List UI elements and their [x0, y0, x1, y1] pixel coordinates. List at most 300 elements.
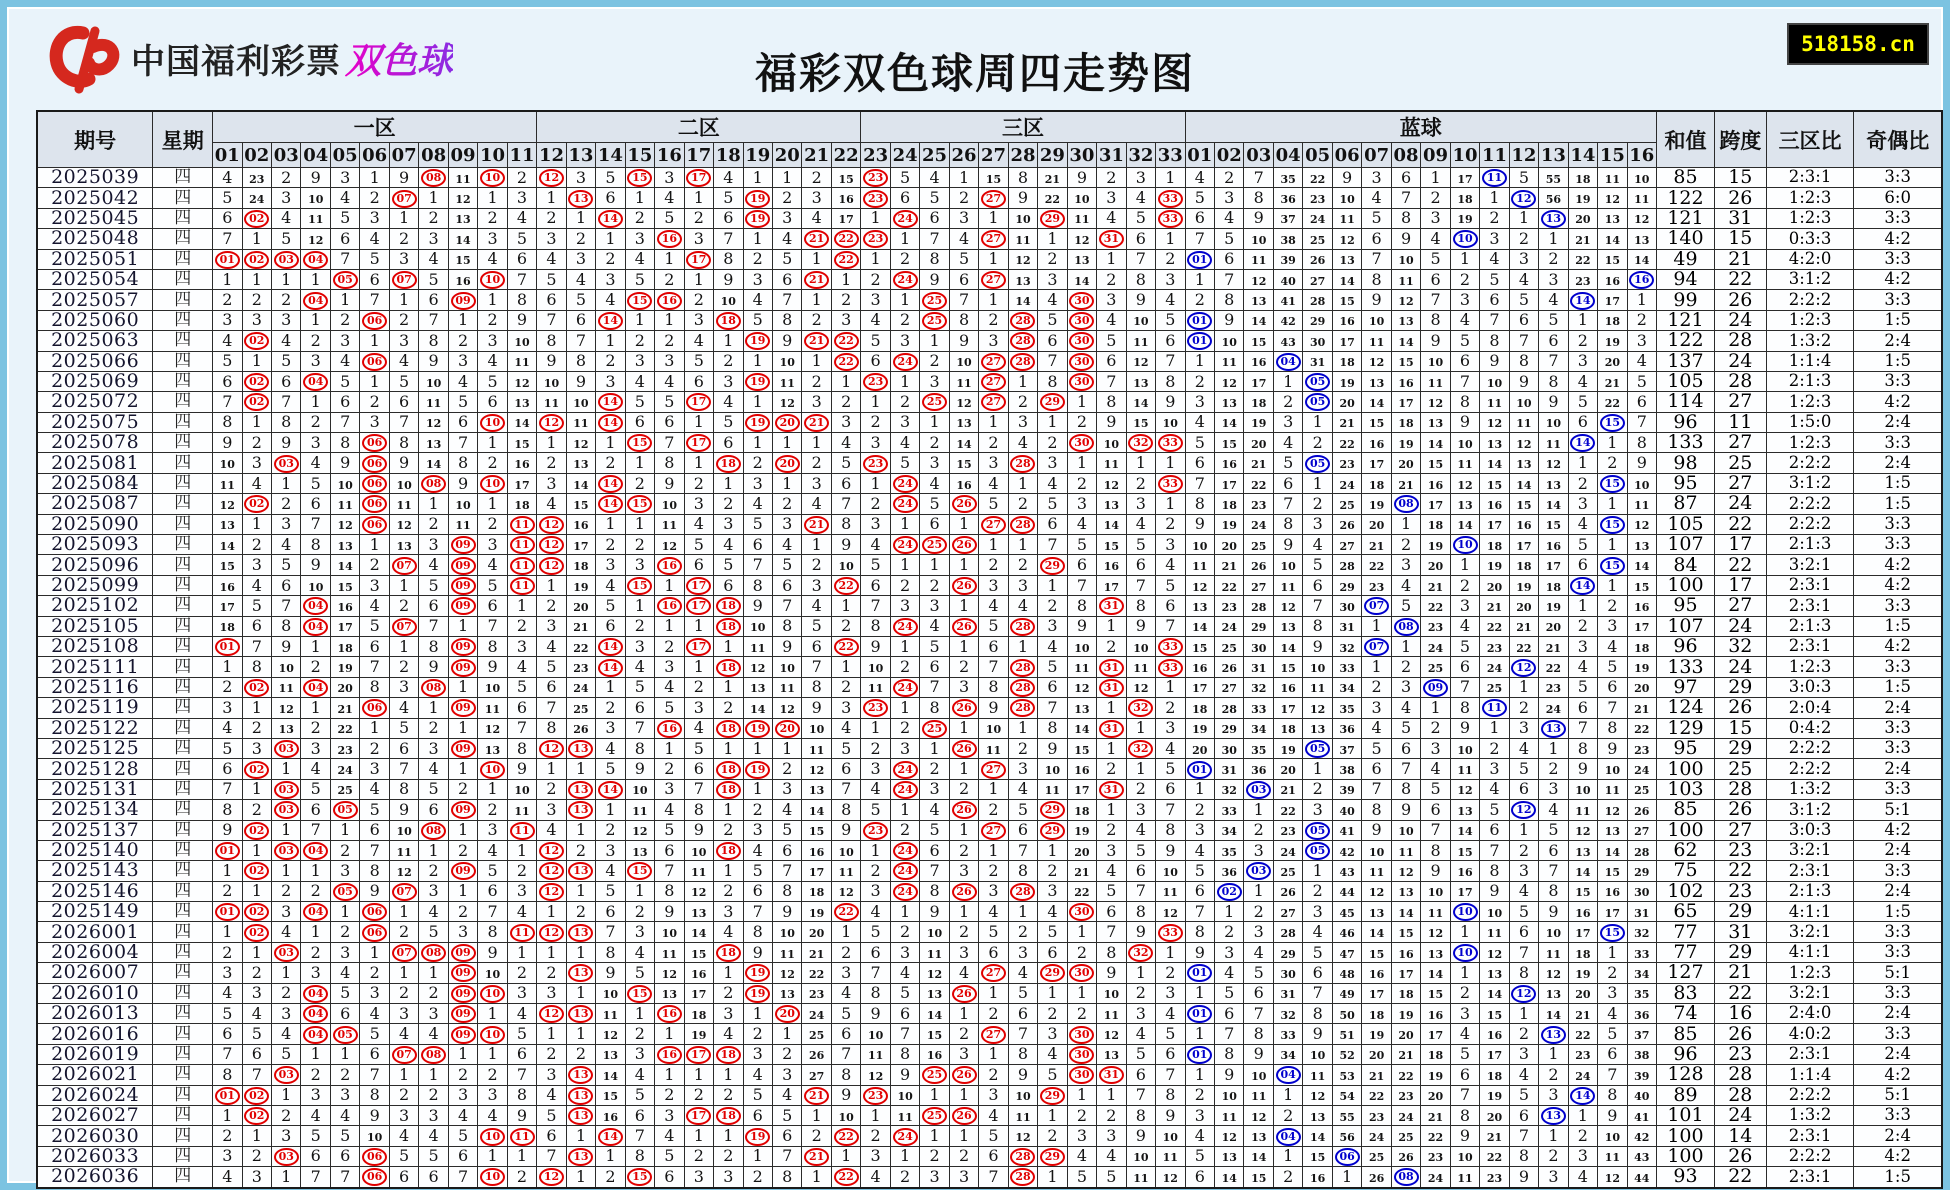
draw-row	[37, 412, 1942, 432]
red-miss-cell: 8	[890, 1044, 919, 1064]
blue-miss-cell: 1	[1273, 371, 1302, 391]
blue-miss-cell: 19	[1244, 412, 1273, 432]
red-miss-cell: 1	[242, 412, 271, 432]
week-cell: 四	[153, 249, 213, 269]
red-miss-cell: 6	[419, 596, 448, 616]
week-cell: 四	[153, 514, 213, 534]
week-cell: 四	[153, 861, 213, 881]
blue-miss-cell: 26	[1303, 249, 1332, 269]
red-miss-cell: 2	[655, 759, 684, 779]
red-miss-cell: 4	[1097, 861, 1126, 881]
blue-miss-cell: 19	[1421, 535, 1450, 555]
red-ball: 04	[303, 597, 328, 615]
blue-miss-cell: 1	[1303, 412, 1332, 432]
red-ball-cell	[625, 168, 654, 188]
red-ball: 16	[657, 557, 682, 575]
red-ball-cell	[242, 331, 271, 351]
red-miss-cell: 2	[949, 1024, 978, 1044]
red-miss-cell: 4	[1008, 433, 1037, 453]
red-miss-cell: 5	[301, 1126, 330, 1146]
red-miss-cell: 4	[743, 1065, 772, 1085]
blue-ball: 01	[1187, 251, 1212, 269]
red-miss-cell: 12	[772, 963, 801, 983]
sum-cell: 137	[1657, 351, 1715, 371]
red-miss-cell: 4	[655, 1126, 684, 1146]
draw-row	[37, 1065, 1942, 1085]
blue-miss-cell: 6	[1421, 800, 1450, 820]
red-ball: 14	[598, 210, 623, 228]
red-miss-cell: 4	[1126, 514, 1155, 534]
red-miss-cell: 3	[831, 310, 860, 330]
red-miss-cell: 1	[802, 535, 831, 555]
red-miss-cell: 2	[714, 351, 743, 371]
red-miss-cell: 12	[772, 698, 801, 718]
red-miss-cell: 10	[1097, 433, 1126, 453]
red-miss-cell: 1	[537, 575, 566, 595]
blue-miss-cell: 14	[1215, 1167, 1244, 1188]
red-miss-cell: 12	[1067, 677, 1096, 697]
blue-miss-cell: 1	[1627, 290, 1656, 310]
red-miss-cell: 7	[920, 861, 949, 881]
zone-ratio-cell: 2:2:2	[1766, 514, 1854, 534]
blue-miss-cell: 5	[1303, 555, 1332, 575]
red-ball: 19	[745, 1128, 770, 1146]
blue-ball: 16	[1629, 271, 1654, 289]
odd-even-cell: 2:4	[1854, 412, 1942, 432]
span-cell: 29	[1714, 902, 1766, 922]
blue-miss-cell: 40	[1627, 1085, 1656, 1105]
blue-miss-cell: 8	[1244, 1024, 1273, 1044]
blue-miss-cell: 6	[1480, 290, 1509, 310]
red-miss-cell: 5	[655, 820, 684, 840]
blue-miss-cell: 10	[1244, 1065, 1273, 1085]
red-ball-cell	[743, 983, 772, 1003]
red-miss-cell: 3	[802, 473, 831, 493]
red-miss-cell: 3	[330, 942, 359, 962]
red-miss-cell: 3	[507, 636, 536, 656]
blue-miss-cell: 23	[1480, 636, 1509, 656]
red-miss-cell: 7	[1156, 616, 1185, 636]
red-ball-cell	[1097, 718, 1126, 738]
red-miss-cell: 7	[1038, 535, 1067, 555]
red-miss-cell: 8	[743, 922, 772, 942]
red-miss-cell: 11	[1097, 453, 1126, 473]
week-cell: 四	[153, 1044, 213, 1064]
red-ball: 09	[451, 292, 476, 310]
red-miss-cell: 4	[389, 1024, 418, 1044]
red-ball: 26	[952, 883, 977, 901]
red-miss-cell: 5	[1097, 331, 1126, 351]
red-miss-cell: 3	[448, 922, 477, 942]
red-miss-cell: 24	[242, 188, 271, 208]
red-ball-cell	[389, 269, 418, 289]
blue-ball-cell	[1480, 168, 1509, 188]
red-ball-cell	[802, 229, 831, 249]
col-header-odd-even: 奇偶比	[1854, 111, 1942, 168]
red-miss-cell: 12	[772, 392, 801, 412]
red-miss-cell: 2	[920, 433, 949, 453]
red-miss-cell: 8	[831, 800, 860, 820]
red-miss-cell: 2	[330, 922, 359, 942]
red-miss-cell: 3	[360, 759, 389, 779]
red-miss-cell: 6	[596, 616, 625, 636]
blue-miss-cell: 12	[1627, 514, 1656, 534]
red-ball: 26	[952, 1066, 977, 1084]
red-miss-cell: 2	[625, 473, 654, 493]
red-miss-cell: 3	[301, 433, 330, 453]
blue-miss-cell: 23	[1627, 738, 1656, 758]
red-miss-cell: 1	[949, 596, 978, 616]
blue-miss-cell: 22	[1568, 1024, 1597, 1044]
blue-miss-cell: 20	[1421, 555, 1450, 575]
blue-miss-cell: 31	[1215, 759, 1244, 779]
sum-cell: 102	[1657, 881, 1715, 901]
red-miss-cell: 9	[507, 1105, 536, 1125]
red-miss-cell: 8	[772, 616, 801, 636]
red-ball-cell	[213, 636, 242, 656]
red-miss-cell: 2	[743, 453, 772, 473]
red-miss-cell: 2	[566, 840, 595, 860]
blue-miss-cell: 15	[1303, 1146, 1332, 1166]
draw-row	[37, 188, 1942, 208]
blue-miss-cell: 3	[1244, 840, 1273, 860]
red-ball-cell	[714, 310, 743, 330]
red-ball: 09	[451, 1026, 476, 1044]
blue-miss-cell: 21	[1627, 698, 1656, 718]
red-miss-cell: 6	[478, 596, 507, 616]
red-miss-cell: 25	[566, 698, 595, 718]
red-miss-cell: 1	[419, 188, 448, 208]
red-miss-cell: 10	[1008, 1085, 1037, 1105]
blue-miss-cell: 13	[1244, 290, 1273, 310]
blue-miss-cell: 17	[1362, 453, 1391, 473]
red-miss-cell: 4	[1067, 514, 1096, 534]
blue-miss-cell: 16	[1480, 494, 1509, 514]
red-miss-cell: 1	[625, 1004, 654, 1024]
red-miss-cell: 6	[1156, 1044, 1185, 1064]
red-ball: 29	[1040, 822, 1065, 840]
red-miss-cell: 1	[743, 351, 772, 371]
red-ball-cell	[301, 596, 330, 616]
blue-miss-cell: 47	[1332, 942, 1361, 962]
blue-miss-cell: 19	[1391, 1004, 1420, 1024]
red-ball: 03	[274, 251, 299, 269]
blue-miss-cell: 12	[1332, 229, 1361, 249]
red-miss-cell: 5	[507, 1024, 536, 1044]
red-miss-cell: 2	[743, 1167, 772, 1188]
blue-ball: 15	[1600, 516, 1625, 534]
red-ball-cell	[301, 371, 330, 391]
red-miss-cell: 15	[802, 820, 831, 840]
red-miss-cell: 17	[831, 208, 860, 228]
blue-miss-cell: 3	[1509, 249, 1538, 269]
blue-miss-cell: 12	[1362, 881, 1391, 901]
red-miss-cell: 2	[301, 412, 330, 432]
red-miss-cell: 6	[213, 759, 242, 779]
blue-ball: 09	[1423, 679, 1448, 697]
red-miss-cell: 8	[213, 1065, 242, 1085]
red-miss-cell: 1	[537, 942, 566, 962]
red-miss-cell: 6	[772, 1126, 801, 1146]
red-miss-cell: 10	[979, 718, 1008, 738]
red-miss-cell: 8	[920, 698, 949, 718]
red-miss-cell: 11	[301, 208, 330, 228]
red-ball-cell	[1038, 555, 1067, 575]
red-miss-cell: 2	[1008, 392, 1037, 412]
blue-miss-cell: 8	[1244, 188, 1273, 208]
sum-cell: 121	[1657, 208, 1715, 228]
red-miss-cell: 4	[272, 208, 301, 228]
blue-miss-cell: 14	[1332, 269, 1361, 289]
red-ball-cell	[890, 535, 919, 555]
blue-miss-cell: 7	[1362, 779, 1391, 799]
odd-even-cell: 4:2	[1854, 229, 1942, 249]
blue-miss-cell: 24	[1480, 657, 1509, 677]
red-miss-cell: 5	[1126, 535, 1155, 555]
red-miss-cell: 3	[714, 514, 743, 534]
blue-miss-cell: 7	[1215, 269, 1244, 289]
issue-cell: 2025072	[37, 392, 153, 412]
red-miss-cell: 2	[802, 1126, 831, 1146]
blue-miss-cell: 1	[1450, 922, 1479, 942]
red-miss-cell: 12	[831, 881, 860, 901]
issue-cell: 2025096	[37, 555, 153, 575]
red-miss-cell: 15	[1067, 738, 1096, 758]
red-miss-cell: 7	[714, 229, 743, 249]
blue-miss-cell: 9	[1509, 371, 1538, 391]
red-ball-cell	[890, 759, 919, 779]
blue-miss-cell: 11	[1332, 208, 1361, 228]
red-miss-cell: 4	[772, 229, 801, 249]
red-miss-cell: 1	[242, 942, 271, 962]
red-miss-cell: 7	[537, 698, 566, 718]
blue-miss-cell: 9	[1450, 1126, 1479, 1146]
red-miss-cell: 2	[478, 514, 507, 534]
red-ball: 04	[303, 985, 328, 1003]
draw-row	[37, 942, 1942, 962]
red-miss-cell: 2	[1067, 1105, 1096, 1125]
red-miss-cell: 4	[507, 902, 536, 922]
span-cell: 21	[1714, 249, 1766, 269]
blue-miss-cell: 3	[1568, 636, 1597, 656]
red-ball-cell	[625, 575, 654, 595]
red-col-30: 30	[1067, 143, 1096, 168]
blue-miss-cell: 20	[1391, 453, 1420, 473]
blue-miss-cell: 7	[1450, 1085, 1479, 1105]
red-miss-cell: 1	[389, 575, 418, 595]
red-miss-cell: 11	[1156, 881, 1185, 901]
red-ball: 06	[362, 699, 387, 717]
sum-cell: 77	[1657, 922, 1715, 942]
red-miss-cell: 16	[802, 840, 831, 860]
red-ball-cell	[360, 514, 389, 534]
red-miss-cell: 1	[389, 1065, 418, 1085]
red-miss-cell: 2	[714, 1146, 743, 1166]
red-miss-cell: 16	[831, 188, 860, 208]
red-ball: 20	[775, 1005, 800, 1023]
red-miss-cell: 3	[831, 698, 860, 718]
red-miss-cell: 11	[802, 738, 831, 758]
week-cell: 四	[153, 902, 213, 922]
red-miss-cell: 4	[831, 983, 860, 1003]
red-miss-cell: 1	[979, 840, 1008, 860]
red-ball-cell	[566, 861, 595, 881]
red-ball-cell	[743, 188, 772, 208]
red-ball: 26	[952, 618, 977, 636]
red-miss-cell: 8	[537, 718, 566, 738]
blue-miss-cell: 13	[1627, 535, 1656, 555]
span-cell: 27	[1714, 473, 1766, 493]
week-cell: 四	[153, 677, 213, 697]
blue-miss-cell: 7	[1273, 494, 1302, 514]
red-miss-cell: 11	[1097, 1004, 1126, 1024]
red-miss-cell: 1	[949, 1085, 978, 1105]
red-col-01: 01	[213, 143, 242, 168]
red-miss-cell: 2	[831, 677, 860, 697]
blue-miss-cell: 18	[1244, 392, 1273, 412]
odd-even-cell: 2:4	[1854, 881, 1942, 901]
red-ball: 22	[834, 1168, 859, 1186]
week-cell: 四	[153, 698, 213, 718]
red-miss-cell: 10	[389, 473, 418, 493]
draw-row	[37, 902, 1942, 922]
sum-cell: 114	[1657, 392, 1715, 412]
red-miss-cell: 2	[831, 290, 860, 310]
red-miss-cell: 4	[507, 208, 536, 228]
red-col-02: 02	[242, 143, 271, 168]
blue-ball-cell	[1303, 820, 1332, 840]
red-ball-cell	[1008, 1146, 1037, 1166]
span-cell: 23	[1714, 1044, 1766, 1064]
draw-row	[37, 698, 1942, 718]
odd-even-cell: 3:3	[1854, 983, 1942, 1003]
red-miss-cell: 19	[802, 902, 831, 922]
red-miss-cell: 3	[949, 861, 978, 881]
blue-miss-cell: 19	[1273, 738, 1302, 758]
blue-col-12: 12	[1509, 143, 1538, 168]
red-miss-cell: 6	[1008, 1004, 1037, 1024]
issue-cell: 2025066	[37, 351, 153, 371]
red-miss-cell: 13	[1008, 269, 1037, 289]
red-miss-cell: 9	[272, 636, 301, 656]
red-miss-cell: 10	[772, 351, 801, 371]
red-miss-cell: 6	[360, 636, 389, 656]
red-miss-cell: 10	[625, 779, 654, 799]
red-ball-cell	[448, 983, 477, 1003]
draw-row	[37, 861, 1942, 881]
red-miss-cell: 24	[566, 677, 595, 697]
blue-miss-cell: 3	[1303, 902, 1332, 922]
red-ball-cell	[1097, 596, 1126, 616]
red-ball: 24	[893, 618, 918, 636]
red-miss-cell: 12	[802, 759, 831, 779]
blue-miss-cell: 33	[1244, 698, 1273, 718]
red-miss-cell: 3	[301, 351, 330, 371]
red-ball: 17	[686, 638, 711, 656]
red-miss-cell: 3	[655, 1105, 684, 1125]
red-miss-cell: 1	[684, 1126, 713, 1146]
red-miss-cell: 2	[419, 514, 448, 534]
red-miss-cell: 8	[1156, 1085, 1185, 1105]
red-miss-cell: 7	[330, 412, 359, 432]
odd-even-cell: 1:5	[1854, 677, 1942, 697]
red-miss-cell: 11	[507, 800, 536, 820]
blue-miss-cell: 2	[1421, 188, 1450, 208]
red-miss-cell: 3	[920, 779, 949, 799]
red-miss-cell: 3	[655, 168, 684, 188]
red-ball-cell	[272, 840, 301, 860]
blue-miss-cell: 11	[1598, 168, 1627, 188]
red-ball-cell	[714, 759, 743, 779]
blue-miss-cell: 12	[1480, 412, 1509, 432]
blue-miss-cell: 14	[1391, 331, 1420, 351]
blue-miss-cell: 41	[1627, 1105, 1656, 1125]
red-ball-cell	[684, 433, 713, 453]
red-ball: 23	[863, 230, 888, 248]
red-miss-cell: 4	[1126, 820, 1155, 840]
blue-miss-cell: 23	[1421, 1146, 1450, 1166]
red-miss-cell: 10	[478, 677, 507, 697]
red-miss-cell: 5	[1097, 1167, 1126, 1188]
odd-even-cell: 5:1	[1854, 963, 1942, 983]
blue-miss-cell: 1	[1421, 168, 1450, 188]
sum-cell: 103	[1657, 779, 1715, 799]
red-miss-cell: 4	[537, 494, 566, 514]
red-miss-cell: 6	[772, 269, 801, 289]
blue-miss-cell: 15	[1480, 1004, 1509, 1024]
blue-miss-cell: 2	[1185, 1085, 1214, 1105]
red-ball-cell	[537, 840, 566, 860]
red-miss-cell: 5	[1156, 310, 1185, 330]
red-miss-cell: 3	[448, 1085, 477, 1105]
red-miss-cell: 5	[714, 412, 743, 432]
red-miss-cell: 6	[1126, 229, 1155, 249]
blue-miss-cell: 5	[1185, 188, 1214, 208]
red-miss-cell: 16	[213, 575, 242, 595]
red-miss-cell: 1	[890, 555, 919, 575]
red-miss-cell: 11	[272, 677, 301, 697]
blue-miss-cell: 4	[1509, 1065, 1538, 1085]
logo-brand-text: 双色球	[345, 33, 453, 84]
zone-ratio-cell: 2:3:1	[1766, 1167, 1854, 1188]
blue-miss-cell: 27	[1627, 820, 1656, 840]
red-miss-cell: 4	[478, 840, 507, 860]
span-cell: 28	[1714, 1085, 1766, 1105]
blue-miss-cell: 6	[1391, 738, 1420, 758]
red-ball-cell	[507, 514, 536, 534]
red-miss-cell: 2	[537, 779, 566, 799]
blue-miss-cell: 8	[1568, 738, 1597, 758]
draw-row	[37, 351, 1942, 371]
red-miss-cell: 4	[861, 310, 890, 330]
red-miss-cell: 3	[566, 249, 595, 269]
red-miss-cell: 8	[301, 535, 330, 555]
red-miss-cell: 1	[1008, 718, 1037, 738]
red-miss-cell: 1	[1067, 983, 1096, 1003]
blue-miss-cell: 13	[1332, 249, 1361, 269]
red-ball-cell	[1008, 657, 1037, 677]
red-ball: 17	[686, 169, 711, 187]
red-ball-cell	[920, 310, 949, 330]
span-cell: 25	[1714, 453, 1766, 473]
red-miss-cell: 2	[684, 1146, 713, 1166]
red-miss-cell: 5	[1038, 657, 1067, 677]
red-miss-cell: 2	[478, 310, 507, 330]
blue-ball: 14	[1570, 434, 1595, 452]
blue-miss-cell: 5	[1598, 1024, 1627, 1044]
span-cell: 15	[1714, 168, 1766, 188]
red-ball: 22	[834, 903, 859, 921]
